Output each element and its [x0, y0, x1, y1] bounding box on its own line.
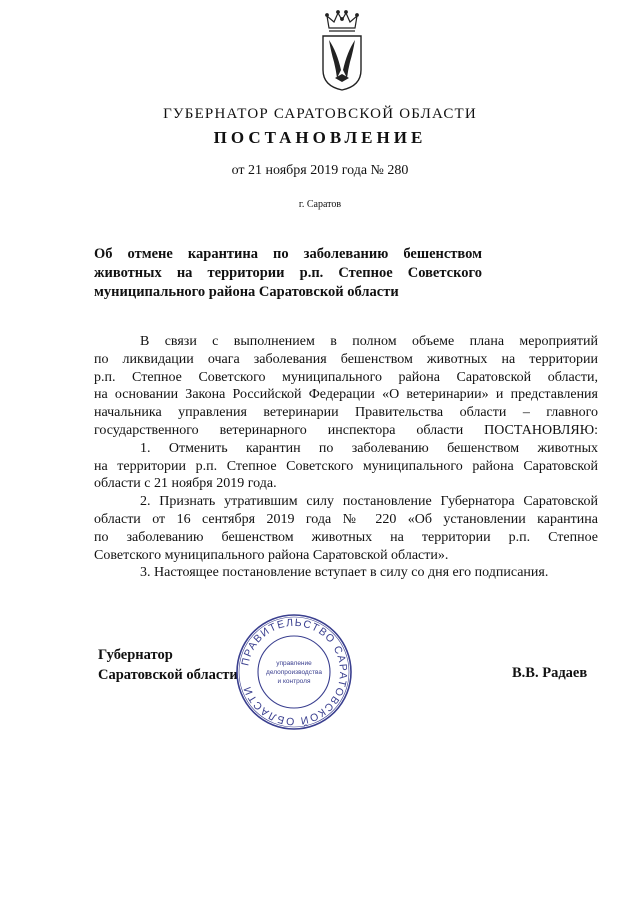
document-date-number: от 21 ноября 2019 года № 280	[231, 163, 409, 178]
body-line: 2. Признать утратившим силу постановление Губернатора Саратовской	[140, 494, 598, 510]
saratov-coat-of-arms-icon	[317, 8, 367, 92]
body-line: по заболеванию бешенством животных на территории р.п. Степное	[94, 529, 598, 545]
body-line: 1. Отменить карантин по заболеванию бешенством животных	[140, 440, 598, 456]
body-line: В связи с выполнением в полном объеме плана мероприятий	[140, 334, 598, 349]
signatory-name: В.В. Радаев	[512, 665, 588, 681]
signatory-position	[98, 645, 238, 685]
document-subject	[94, 245, 482, 302]
body-line: 3. Настоящее постановление вступает в силу со дня его подписания.	[140, 565, 549, 581]
item-2-paragraph	[94, 493, 598, 564]
document-body	[94, 333, 598, 582]
item-3-paragraph	[94, 564, 598, 582]
subject-line: муниципального района Саратовской области	[94, 284, 399, 300]
intro-paragraph	[94, 333, 598, 440]
subject-line: Об отмене карантина по заболеванию бешенством	[94, 246, 482, 262]
body-line: области с 21 ноября 2019 года.	[94, 476, 277, 492]
stamp-inner-line: управление	[276, 660, 312, 667]
position-line: Губернатор	[98, 647, 173, 663]
body-line: на территории р.п. Степное Советского муниципального района Саратовской	[94, 458, 598, 474]
body-line: государственного ветеринарного инспектора области ПОСТАНОВЛЯЮ:	[94, 422, 598, 438]
position-line: Саратовской области	[98, 667, 238, 683]
stamp-ring-text: ПРАВИТЕЛЬСТВО САРАТОВСКОЙ ОБЛАСТИ	[239, 616, 350, 728]
body-line: р.п. Степное Советского муниципального района Саратовской области,	[94, 369, 598, 385]
body-line: области от 16 сентября 2019 года № 220 «Об установлении карантина	[94, 511, 598, 527]
stamp-inner-line: и контроля	[277, 678, 311, 685]
document-type: ПОСТАНОВЛЕНИЕ	[213, 128, 427, 147]
stamp-inner-line: делопроизводства	[266, 669, 322, 676]
body-line: начальника управления ветеринарии Правительства области – главного	[94, 405, 598, 421]
official-stamp	[234, 612, 354, 732]
subject-line: животных на территории р.п. Степное Советского	[94, 265, 482, 281]
document-city: г. Саратов	[298, 199, 342, 210]
government-title: ГУБЕРНАТОР САРАТОВСКОЙ ОБЛАСТИ	[163, 106, 477, 122]
item-1-paragraph	[94, 440, 598, 493]
body-line: на основании Закона Российской Федерации «О ветеринарии» и представления	[94, 387, 598, 403]
body-line: Советского муниципального района Саратовской области».	[94, 547, 449, 563]
body-line: по ликвидации очага заболевания бешенством животных на территории	[94, 351, 598, 367]
